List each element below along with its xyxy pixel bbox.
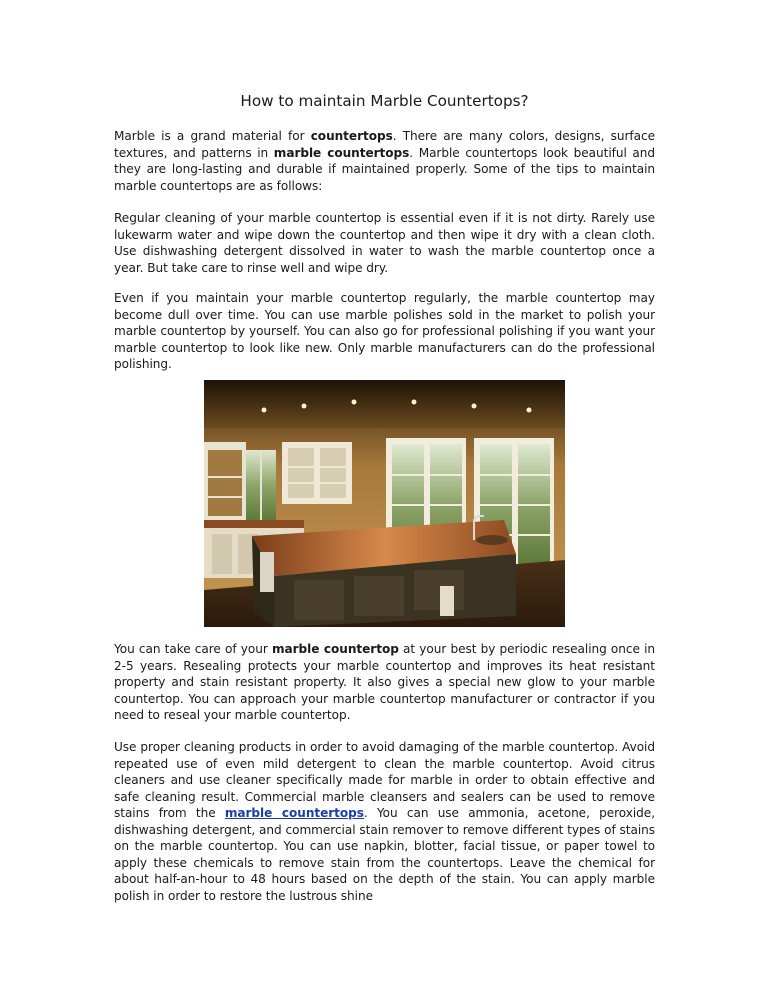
bold-term: marble countertop — [271, 642, 399, 656]
bold-term: marble countertops — [273, 145, 410, 160]
paragraph-polishing: Even if you maintain your marble countertop regularly, the marble countertop may become dull over time. You can use marble polishes sold in the market to polish your marble countertop by yourself. You can also go for professional polishing if you want your marble countertop to look like new. Only marble manufacturers can do the professional polishing. — [114, 291, 655, 371]
text-run: . There are many colors, designs, surface textures, and patterns in — [114, 129, 655, 160]
text-run: You can take care of your — [114, 642, 272, 656]
paragraph-regular-cleaning: Regular cleaning of your marble countertop is essential even if it is not dirty. Rarely use lukewarm water and wipe down the countertop and then wipe it dry with a clean cloth. Use dishwashing detergent dissolved in water to wash the marble countertop once a year. But take care to rinse well and wipe dry. — [114, 211, 655, 275]
marble-countertops-link[interactable]: marble countertops — [224, 806, 364, 820]
text-run: . You can use ammonia, acetone, peroxide, dishwashing detergent, and commercial stain remover to remove different types of stains on the marble countertop. You can use napkin, blotter, facial tissue, or paper towel to apply these chemicals to remove stain from the countertops. Leave the chemical for about half-an-hour to 48 hours based on the depth of the stain. You can apply marble polish in order to restore the lustrous shine — [114, 806, 655, 903]
bold-term: countertops — [310, 129, 393, 143]
text-run: Marble is a grand material for — [114, 129, 311, 143]
text-run: . Marble countertops look beautiful and they are long-lasting and durable if maintained properly. Some of the tips to maintain marble countertops are as follows: — [114, 145, 656, 193]
page-title: How to maintain Marble Countertops? — [240, 92, 529, 110]
text-run: at your best by periodic resealing once in 2-5 years. Resealing protects your marble countertop and improves its heat resistant property and stain resistant property. It also gives a special new glow to your marble countertop. You can approach your marble countertop manufacturer or contractor if you need to reseal your marble countertop. — [114, 642, 656, 722]
kitchen-photo — [204, 380, 565, 627]
text-run: Use proper cleaning products in order to avoid damaging of the marble countertop. Avoid repeated use of even mild detergent to clean the marble countertop. Avoid citrus cleaners and use cleaner specifically made for marble in order to obtain effective and safe cleaning result. Commercial marble cleansers and sealers can be used to remove stains from the — [114, 740, 655, 820]
paragraph-resealing — [114, 641, 655, 724]
paragraph-intro — [114, 128, 655, 194]
paragraph-cleaning-products — [114, 739, 655, 904]
